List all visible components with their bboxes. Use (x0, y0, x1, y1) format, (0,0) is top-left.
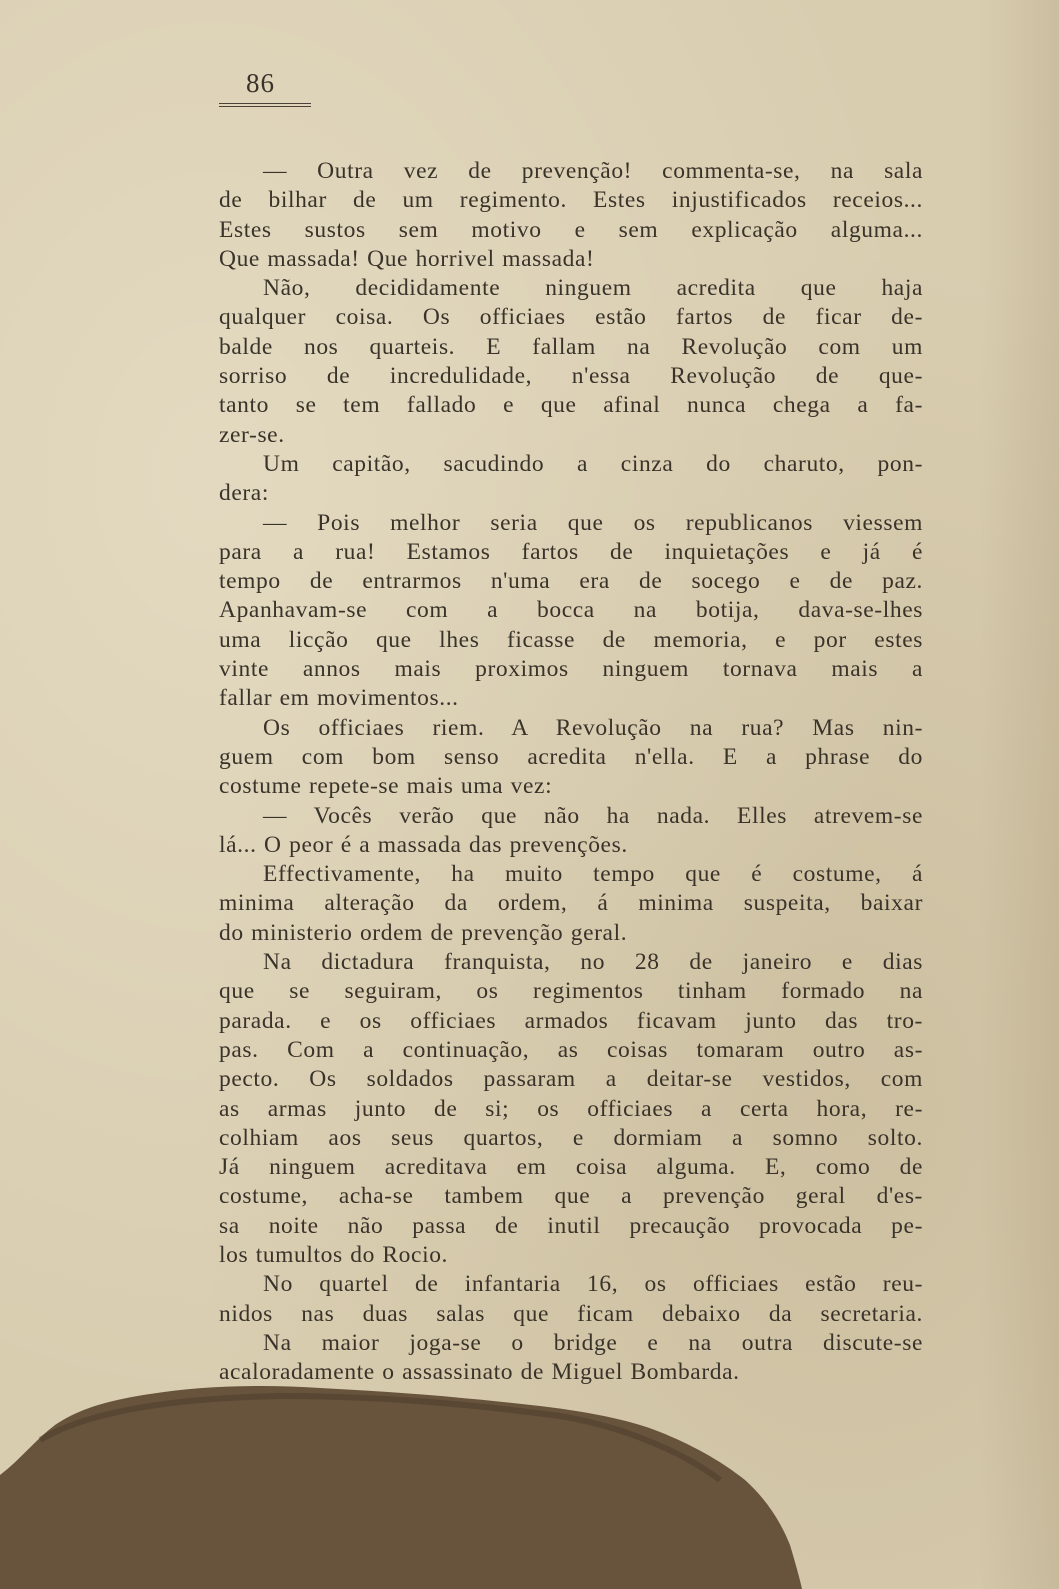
page-header (219, 70, 311, 107)
text-line: que se seguiram, os regimentos tinham formado na (219, 978, 923, 1005)
text-line: costume repete-se mais uma vez: (219, 773, 553, 800)
text-line: do ministerio ordem de prevenção geral. (219, 919, 628, 946)
text-line: Os officiaes riem. A Revolução na rua? Mas nin- (263, 714, 923, 741)
text-line: Effectivamente, ha muito tempo que é costume, á (263, 861, 923, 888)
text-line: colhiam aos seus quartos, e dormiam a somno solto. (219, 1124, 923, 1151)
text-line: sa noite não passa de inutil precaução provocada pe- (219, 1212, 923, 1239)
text-line: Na maior joga-se o bridge e na outra discute-se (263, 1329, 923, 1356)
text-line: minima alteração da ordem, á minima suspeita, baixar (219, 890, 923, 917)
text-line: lá... O peor é a massada das prevenções. (219, 831, 628, 858)
text-line: Na dictadura franquista, no 28 de janeiro e dias (263, 949, 923, 976)
text-line: vinte annos mais proximos ninguem tornava mais a (219, 656, 923, 683)
text-line: — Outra vez de prevenção! commenta-se, na sala (263, 158, 923, 184)
text-line: Apanhavam-se com a bocca na botija, dava-se-lhes (219, 597, 923, 624)
text-line: tanto se tem fallado e que afinal nunca chega a fa- (219, 392, 923, 419)
text-line: los tumultos do Rocio. (219, 1241, 449, 1268)
text-line: Já ninguem acreditava em coisa alguma. E, como de (219, 1154, 923, 1181)
text-line: dera: (219, 480, 269, 507)
text-line: qualquer coisa. Os officiaes estão fartos de ficar de- (219, 304, 923, 331)
text-line: Estes sustos sem motivo e sem explicação alguma... (219, 216, 923, 243)
text-line: tempo de entrarmos n'uma era de socego e de paz. (219, 568, 923, 595)
text-line: — Vocês verão que não ha nada. Elles atrevem-se (263, 802, 923, 829)
body-text (219, 157, 923, 1387)
text-line: as armas junto de si; os officiaes a certa hora, re- (219, 1095, 923, 1122)
text-line: costume, acha-se tambem que a prevenção geral d'es- (219, 1183, 923, 1210)
text-line: nidos nas duas salas que ficam debaixo da secretaria. (219, 1300, 923, 1327)
page-edge-shading (979, 0, 1059, 1589)
text-line: parada. e os officiaes armados ficavam junto das tro- (219, 1007, 923, 1034)
text-line: balde nos quarteis. E fallam na Revolução com um (219, 333, 923, 360)
text-line: pecto. Os soldados passaram a deitar-se vestidos, com (219, 1066, 923, 1093)
water-stain (0, 1380, 1059, 1589)
text-line: uma licção que lhes ficasse de memoria, e por estes (219, 626, 923, 653)
text-line: — Pois melhor seria que os republicanos viessem (263, 509, 923, 536)
text-line: No quartel de infantaria 16, os officiaes estão reu- (263, 1271, 923, 1298)
text-line: para a rua! Estamos fartos de inquietações e já é (219, 538, 923, 565)
text-line: acaloradamente o assassinato de Miguel Bombarda. (219, 1359, 740, 1386)
text-line: de bilhar de um regimento. Estes injustificados receios... (219, 187, 923, 214)
page-number: 86 (246, 68, 275, 98)
text-line: guem com bom senso acredita n'ella. E a phrase do (219, 743, 923, 770)
page-number-rule (219, 103, 311, 107)
text-line: Que massada! Que horrivel massada! (219, 245, 595, 272)
text-line: fallar em movimentos... (219, 685, 459, 712)
text-line: sorriso de incredulidade, n'essa Revolução de que- (219, 363, 923, 390)
text-line: Não, decididamente ninguem acredita que haja (263, 275, 923, 302)
text-line: pas. Com a continuação, as coisas tomaram outro as- (219, 1036, 923, 1063)
text-line: Um capitão, sacudindo a cinza do charuto, pon- (263, 450, 923, 477)
text-line: zer-se. (219, 421, 285, 448)
